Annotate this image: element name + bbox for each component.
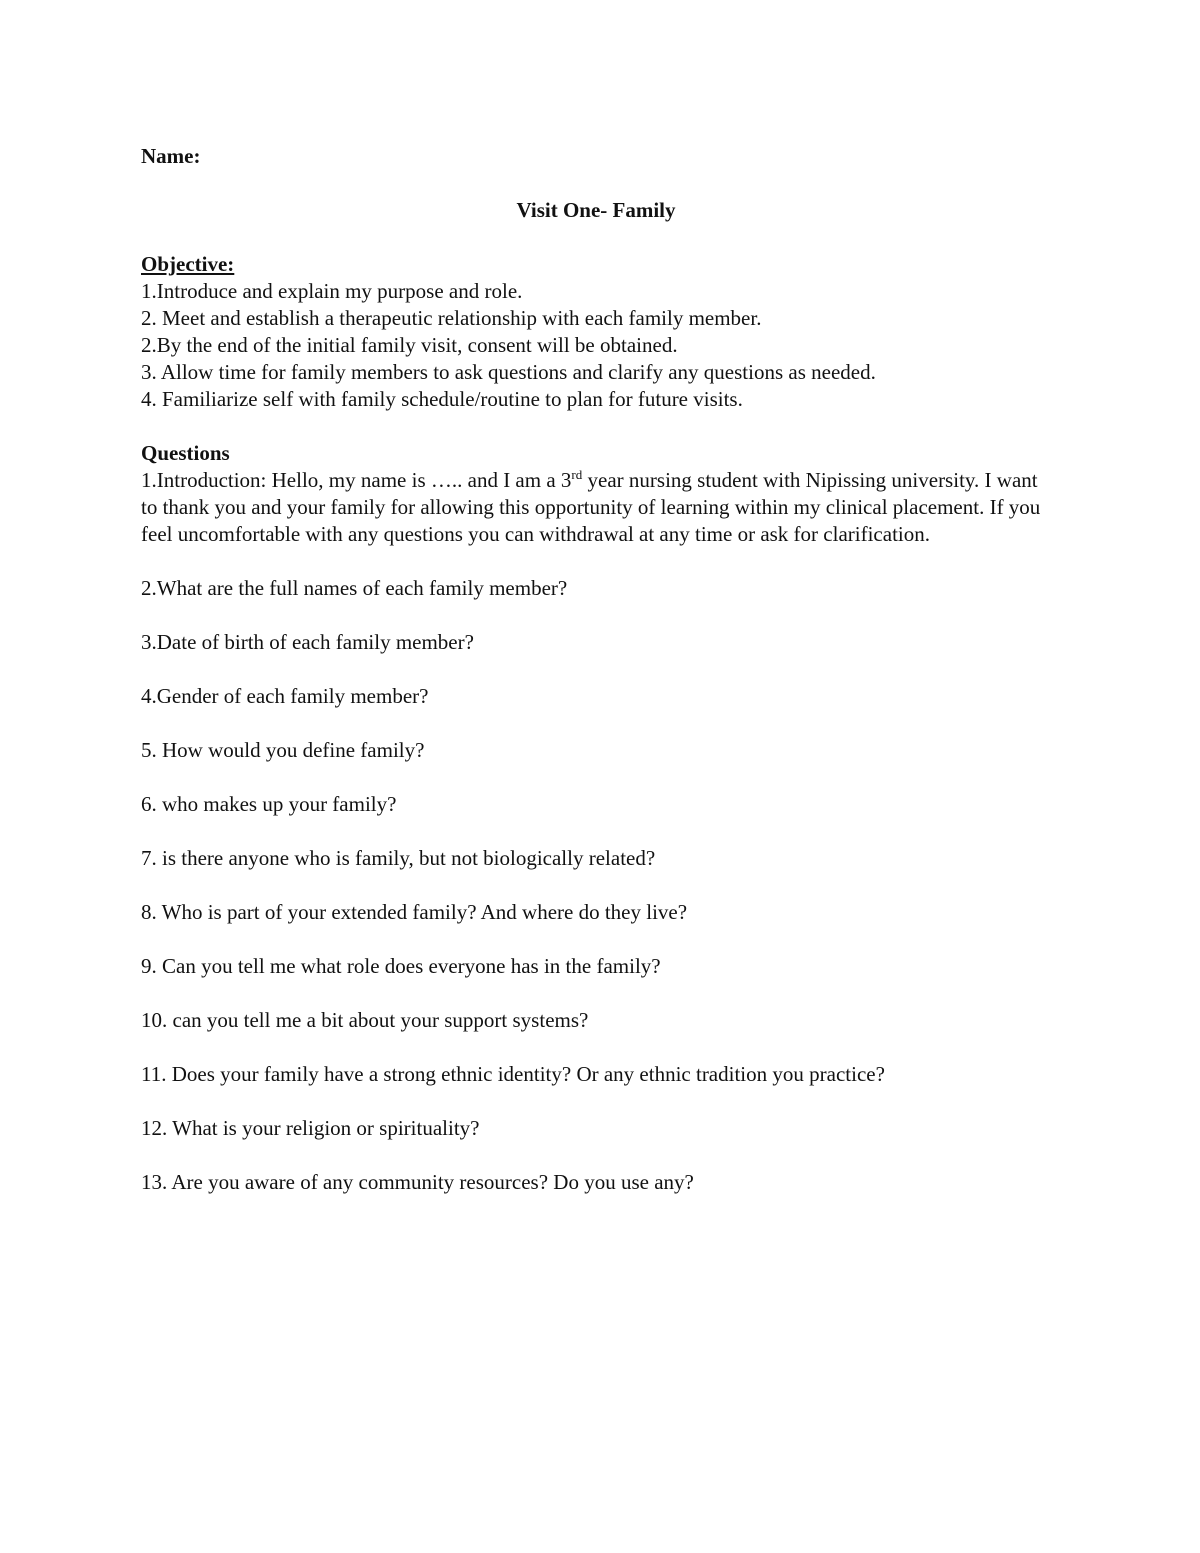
objective-heading-text: Objective: — [141, 252, 235, 276]
objective-item: 4. Familiarize self with family schedule/routine to plan for future visits. — [141, 387, 743, 411]
question-item: 4.Gender of each family member? — [141, 684, 429, 708]
objective-item: 1.Introduce and explain my purpose and role. — [141, 279, 523, 303]
question-item: 3.Date of birth of each family member? — [141, 630, 474, 654]
objective-list — [141, 278, 1051, 413]
question-item: 11. Does your family have a strong ethnic identity? Or any ethnic tradition you practice? — [141, 1062, 885, 1086]
question-item: 5. How would you define family? — [141, 738, 425, 762]
document-body — [141, 143, 1051, 1196]
intro-text-end: year nursing student with Nipissing university. I want to thank you and your family for allowing this opportunity of learning within my clinical placement. If you feel uncomfortable with any questions you can withdrawal at any time or ask for clarification. — [141, 468, 1041, 546]
name-label: Name: — [141, 144, 201, 168]
questions-heading: Questions — [141, 441, 230, 465]
introduction-paragraph — [141, 467, 1046, 548]
intro-text-start: 1.Introduction: Hello, my name is ….. and I am a 3 — [141, 468, 572, 492]
question-item: 6. who makes up your family? — [141, 792, 397, 816]
question-item: 13. Are you aware of any community resources? Do you use any? — [141, 1170, 694, 1194]
question-item: 2.What are the full names of each family member? — [141, 576, 568, 600]
question-item: 9. Can you tell me what role does everyone has in the family? — [141, 954, 661, 978]
question-item: 12. What is your religion or spirituality? — [141, 1116, 480, 1140]
question-item: 7. is there anyone who is family, but not biologically related? — [141, 846, 656, 870]
ordinal-suffix: rd — [571, 467, 583, 482]
questions-list — [141, 575, 1051, 1196]
objective-item: 3. Allow time for family members to ask questions and clarify any questions as needed. — [141, 360, 876, 384]
document-title: Visit One- Family — [516, 198, 676, 222]
question-item: 8. Who is part of your extended family? And where do they live? — [141, 900, 688, 924]
objective-item: 2. Meet and establish a therapeutic relationship with each family member. — [141, 306, 762, 330]
objective-heading — [141, 251, 1051, 278]
question-item: 10. can you tell me a bit about your support systems? — [141, 1008, 589, 1032]
objective-item: 2.By the end of the initial family visit, consent will be obtained. — [141, 333, 678, 357]
